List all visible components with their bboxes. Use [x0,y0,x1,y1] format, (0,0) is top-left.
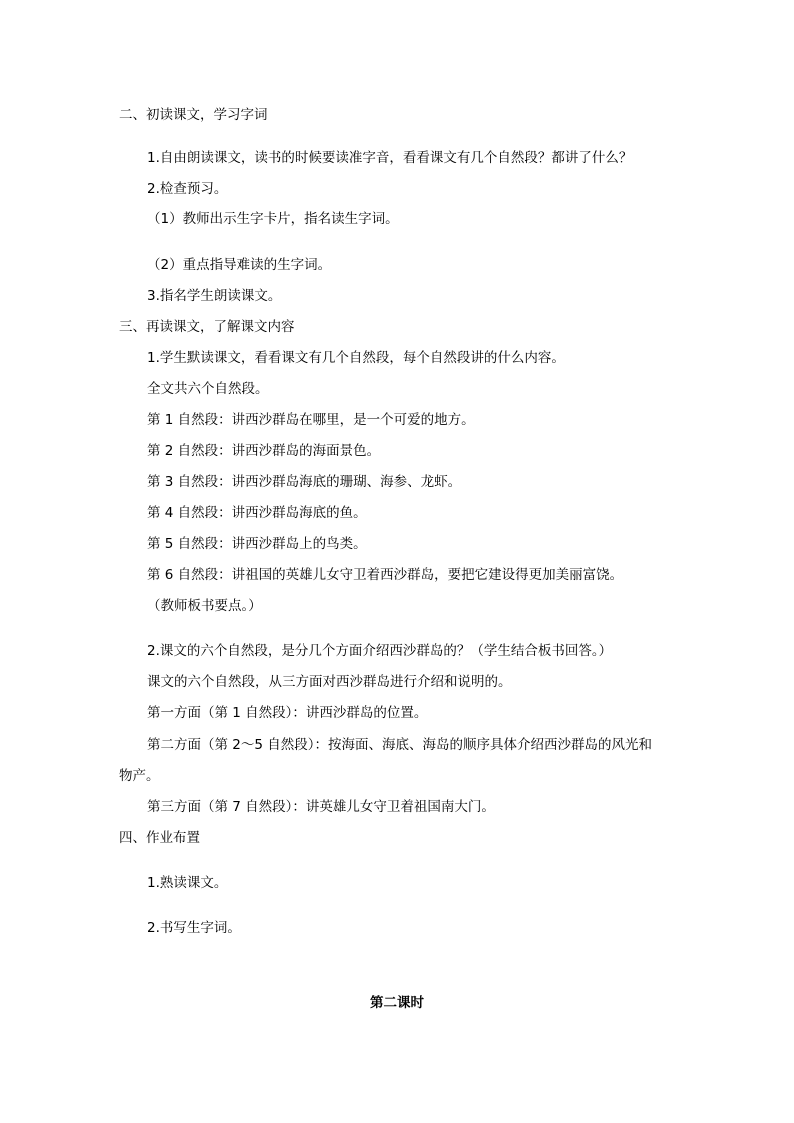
paragraph: 第二方面（第 2～5 自然段）：按海面、海底、海岛的顺序具体介绍西沙群岛的风光和 [147,737,653,753]
paragraph: 第 2 自然段：讲西沙群岛的海面景色。 [147,443,381,459]
section-heading-3: 三、再读课文，了解课文内容 [119,319,295,335]
paragraph: 1.熟读课文。 [147,875,228,891]
section-heading-2: 二、初读课文，学习字词 [119,107,268,123]
paragraph: 第 6 自然段：讲祖国的英雄儿女守卫着西沙群岛，要把它建设得更加美丽富饶。 [147,567,624,583]
section-heading-4: 四、作业布置 [119,830,200,846]
paragraph: 1.自由朗读课文，读书的时候要读准字音，看看课文有几个自然段？都讲了什么？ [147,150,633,166]
paragraph: 2.书写生字词。 [147,920,241,936]
paragraph: 3.指名学生朗读课文。 [147,288,282,304]
paragraph: 全文共六个自然段。 [147,381,269,397]
paragraph: 物产。 [119,768,160,784]
paragraph: 第三方面（第 7 自然段）：讲英雄儿女守卫着祖国南大门。 [147,799,495,815]
paragraph: 第 4 自然段：讲西沙群岛海底的鱼。 [147,505,367,521]
paragraph: （教师板书要点。） [147,598,262,614]
paragraph: 第 5 自然段：讲西沙群岛上的鸟类。 [147,536,367,552]
paragraph: 第 1 自然段：讲西沙群岛在哪里，是一个可爱的地方。 [147,412,475,428]
paragraph: （2）重点指导难读的生字词。 [147,257,332,273]
paragraph: 第 3 自然段：讲西沙群岛海底的珊瑚、海参、龙虾。 [147,474,462,490]
paragraph: 课文的六个自然段，从三方面对西沙群岛进行介绍和说明的。 [147,674,512,690]
paragraph: 1.学生默读课文，看看课文有几个自然段，每个自然段讲的什么内容。 [147,350,565,366]
paragraph: 2.课文的六个自然段，是分几个方面介绍西沙群岛的？（学生结合板书回答。） [147,643,613,659]
paragraph: （1）教师出示生字卡片，指名读生字词。 [147,211,399,227]
lesson-title: 第二课时 [370,995,424,1011]
paragraph: 第一方面（第 1 自然段）：讲西沙群岛的位置。 [147,705,428,721]
paragraph: 2.检查预习。 [147,181,228,197]
